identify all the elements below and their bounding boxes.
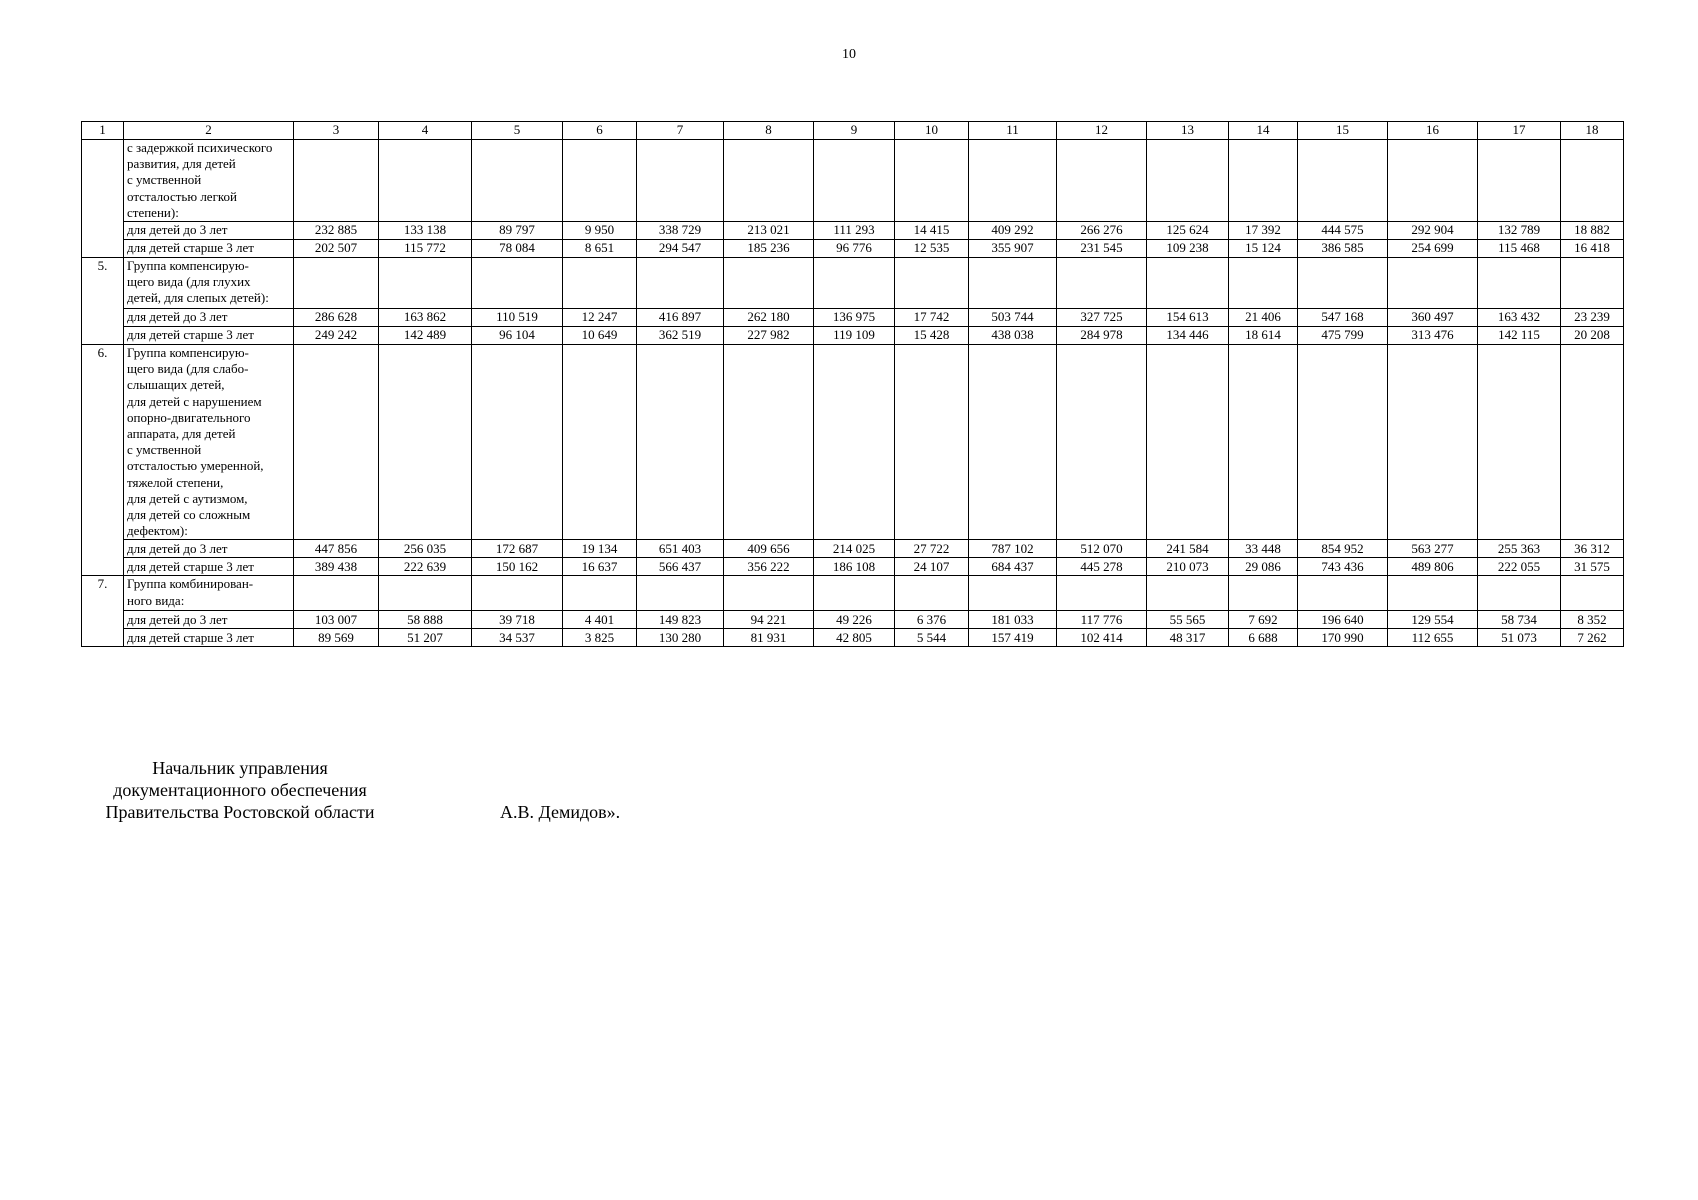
value-cell: 266 276 [1057, 222, 1147, 240]
value-cell: 447 856 [294, 540, 379, 558]
group-title-row [82, 140, 1624, 222]
value-cell: 286 628 [294, 309, 379, 327]
empty-cell [724, 258, 814, 309]
empty-cell [814, 576, 895, 611]
table-row [82, 222, 1624, 240]
value-cell: 489 806 [1388, 558, 1478, 576]
empty-cell [969, 576, 1057, 611]
empty-cell [724, 576, 814, 611]
empty-cell [563, 345, 637, 540]
empty-cell [1388, 345, 1478, 540]
value-cell: 409 292 [969, 222, 1057, 240]
empty-cell [1478, 258, 1561, 309]
value-cell: 232 885 [294, 222, 379, 240]
value-cell: 8 352 [1561, 611, 1624, 629]
value-cell: 51 073 [1478, 629, 1561, 647]
empty-cell [1147, 258, 1229, 309]
empty-cell [1057, 140, 1147, 222]
value-cell: 445 278 [1057, 558, 1147, 576]
empty-cell [724, 345, 814, 540]
column-header: 15 [1298, 122, 1388, 140]
value-cell: 49 226 [814, 611, 895, 629]
value-cell: 16 637 [563, 558, 637, 576]
value-cell: 651 403 [637, 540, 724, 558]
empty-cell [1478, 576, 1561, 611]
empty-cell [1388, 576, 1478, 611]
empty-cell [637, 345, 724, 540]
empty-cell [294, 345, 379, 540]
signature-title [86, 757, 394, 823]
empty-cell [1298, 258, 1388, 309]
empty-cell [294, 140, 379, 222]
group-title-row [82, 345, 1624, 540]
value-cell: 787 102 [969, 540, 1057, 558]
value-cell: 16 418 [1561, 240, 1624, 258]
value-cell: 103 007 [294, 611, 379, 629]
column-header: 10 [895, 122, 969, 140]
column-header: 9 [814, 122, 895, 140]
empty-cell [1147, 576, 1229, 611]
empty-cell [895, 258, 969, 309]
value-cell: 563 277 [1388, 540, 1478, 558]
empty-cell [379, 140, 472, 222]
value-cell: 115 468 [1478, 240, 1561, 258]
value-cell: 10 649 [563, 327, 637, 345]
value-cell: 48 317 [1147, 629, 1229, 647]
value-cell: 149 823 [637, 611, 724, 629]
value-cell: 5 544 [895, 629, 969, 647]
value-cell: 360 497 [1388, 309, 1478, 327]
column-header: 18 [1561, 122, 1624, 140]
value-cell: 58 888 [379, 611, 472, 629]
value-cell: 3 825 [563, 629, 637, 647]
value-cell: 17 392 [1229, 222, 1298, 240]
empty-cell [1561, 576, 1624, 611]
column-header: 7 [637, 122, 724, 140]
value-cell: 355 907 [969, 240, 1057, 258]
value-cell: 55 565 [1147, 611, 1229, 629]
empty-cell [563, 140, 637, 222]
header-row [82, 122, 1624, 140]
value-cell: 133 138 [379, 222, 472, 240]
signature-title-line: Правительства Ростовской области [105, 802, 375, 822]
empty-cell [294, 576, 379, 611]
value-cell: 96 776 [814, 240, 895, 258]
value-cell: 136 975 [814, 309, 895, 327]
value-cell: 142 115 [1478, 327, 1561, 345]
value-cell: 227 982 [724, 327, 814, 345]
table-row [82, 540, 1624, 558]
value-cell: 202 507 [294, 240, 379, 258]
value-cell: 7 262 [1561, 629, 1624, 647]
table-row [82, 240, 1624, 258]
value-cell: 362 519 [637, 327, 724, 345]
value-cell: 150 162 [472, 558, 563, 576]
value-cell: 566 437 [637, 558, 724, 576]
column-header: 13 [1147, 122, 1229, 140]
empty-cell [472, 345, 563, 540]
value-cell: 475 799 [1298, 327, 1388, 345]
value-cell: 27 722 [895, 540, 969, 558]
empty-cell [637, 258, 724, 309]
value-cell: 186 108 [814, 558, 895, 576]
value-cell: 438 038 [969, 327, 1057, 345]
empty-cell [294, 258, 379, 309]
value-cell: 18 614 [1229, 327, 1298, 345]
row-label: для детей старше 3 лет [124, 558, 294, 576]
column-header: 4 [379, 122, 472, 140]
value-cell: 20 208 [1561, 327, 1624, 345]
value-cell: 389 438 [294, 558, 379, 576]
empty-cell [472, 258, 563, 309]
value-cell: 125 624 [1147, 222, 1229, 240]
value-cell: 284 978 [1057, 327, 1147, 345]
value-cell: 163 432 [1478, 309, 1561, 327]
table-row [82, 629, 1624, 647]
row-label: для детей старше 3 лет [124, 629, 294, 647]
value-cell: 7 692 [1229, 611, 1298, 629]
value-cell: 15 428 [895, 327, 969, 345]
value-cell: 102 414 [1057, 629, 1147, 647]
value-cell: 129 554 [1388, 611, 1478, 629]
value-cell: 181 033 [969, 611, 1057, 629]
value-cell: 19 134 [563, 540, 637, 558]
signature-title-line: документационного обеспечения [113, 780, 367, 800]
value-cell: 262 180 [724, 309, 814, 327]
value-cell: 256 035 [379, 540, 472, 558]
empty-cell [969, 140, 1057, 222]
value-cell: 119 109 [814, 327, 895, 345]
value-cell: 39 718 [472, 611, 563, 629]
empty-cell [637, 576, 724, 611]
value-cell: 547 168 [1298, 309, 1388, 327]
empty-cell [563, 258, 637, 309]
value-cell: 249 242 [294, 327, 379, 345]
group-label: с задержкой психического развития, для детей с умственной отсталостью легкой степени): [124, 140, 294, 222]
empty-cell [379, 576, 472, 611]
value-cell: 503 744 [969, 309, 1057, 327]
value-cell: 213 021 [724, 222, 814, 240]
column-header: 6 [563, 122, 637, 140]
empty-cell [1298, 345, 1388, 540]
value-cell: 89 569 [294, 629, 379, 647]
value-cell: 23 239 [1561, 309, 1624, 327]
empty-cell [895, 140, 969, 222]
column-header: 16 [1388, 122, 1478, 140]
value-cell: 14 415 [895, 222, 969, 240]
group-title-row [82, 576, 1624, 611]
empty-cell [1147, 345, 1229, 540]
signature-title-line: Начальник управления [152, 758, 328, 778]
empty-cell [814, 258, 895, 309]
empty-cell [379, 258, 472, 309]
column-header: 3 [294, 122, 379, 140]
empty-cell [1298, 576, 1388, 611]
empty-cell [1478, 345, 1561, 540]
value-cell: 214 025 [814, 540, 895, 558]
value-cell: 254 699 [1388, 240, 1478, 258]
value-cell: 15 124 [1229, 240, 1298, 258]
empty-cell [1229, 576, 1298, 611]
column-header: 8 [724, 122, 814, 140]
value-cell: 386 585 [1298, 240, 1388, 258]
group-label: Группа компенсирую- щего вида (для глухих детей, для слепых детей): [124, 258, 294, 309]
value-cell: 94 221 [724, 611, 814, 629]
table-row [82, 327, 1624, 345]
empty-cell [1057, 345, 1147, 540]
signature-name: А.В. Демидов». [500, 802, 621, 822]
empty-cell [1229, 140, 1298, 222]
empty-cell [895, 576, 969, 611]
group-index: 6. [82, 345, 124, 576]
value-cell: 18 882 [1561, 222, 1624, 240]
group-title-row [82, 258, 1624, 309]
group-label: Группа компенсирую- щего вида (для слабо- слышащих детей, для детей с нарушением опорно-двигательного аппарата, для детей с умственной отсталостью умеренной, тяжелой степени, для детей с аутизмом, для детей со сложным дефектом): [124, 345, 294, 540]
empty-cell [1478, 140, 1561, 222]
value-cell: 96 104 [472, 327, 563, 345]
value-cell: 185 236 [724, 240, 814, 258]
value-cell: 292 904 [1388, 222, 1478, 240]
value-cell: 110 519 [472, 309, 563, 327]
empty-cell [563, 576, 637, 611]
table-row [82, 611, 1624, 629]
column-header: 2 [124, 122, 294, 140]
value-cell: 157 419 [969, 629, 1057, 647]
group-label: Группа комбинирован- ного вида: [124, 576, 294, 611]
value-cell: 170 990 [1298, 629, 1388, 647]
empty-cell [472, 140, 563, 222]
page-number: 10 [842, 47, 856, 62]
empty-cell [969, 258, 1057, 309]
empty-cell [1561, 140, 1624, 222]
value-cell: 78 084 [472, 240, 563, 258]
column-header: 12 [1057, 122, 1147, 140]
value-cell: 34 537 [472, 629, 563, 647]
column-header: 5 [472, 122, 563, 140]
row-label: для детей старше 3 лет [124, 240, 294, 258]
value-cell: 222 055 [1478, 558, 1561, 576]
value-cell: 109 238 [1147, 240, 1229, 258]
value-cell: 196 640 [1298, 611, 1388, 629]
value-cell: 356 222 [724, 558, 814, 576]
value-cell: 294 547 [637, 240, 724, 258]
value-cell: 130 280 [637, 629, 724, 647]
row-label: для детей до 3 лет [124, 309, 294, 327]
empty-cell [1057, 576, 1147, 611]
value-cell: 444 575 [1298, 222, 1388, 240]
value-cell: 9 950 [563, 222, 637, 240]
empty-cell [1298, 140, 1388, 222]
value-cell: 112 655 [1388, 629, 1478, 647]
value-cell: 409 656 [724, 540, 814, 558]
value-cell: 58 734 [1478, 611, 1561, 629]
value-cell: 117 776 [1057, 611, 1147, 629]
value-cell: 8 651 [563, 240, 637, 258]
value-cell: 89 797 [472, 222, 563, 240]
value-cell: 684 437 [969, 558, 1057, 576]
value-cell: 12 247 [563, 309, 637, 327]
value-cell: 142 489 [379, 327, 472, 345]
value-cell: 29 086 [1229, 558, 1298, 576]
value-cell: 132 789 [1478, 222, 1561, 240]
value-cell: 313 476 [1388, 327, 1478, 345]
value-cell: 255 363 [1478, 540, 1561, 558]
empty-cell [1561, 258, 1624, 309]
empty-cell [1229, 258, 1298, 309]
empty-cell [1388, 140, 1478, 222]
value-cell: 222 639 [379, 558, 472, 576]
group-index [82, 140, 124, 258]
column-header: 17 [1478, 122, 1561, 140]
empty-cell [814, 140, 895, 222]
value-cell: 21 406 [1229, 309, 1298, 327]
value-cell: 743 436 [1298, 558, 1388, 576]
empty-cell [472, 576, 563, 611]
table-row [82, 309, 1624, 327]
value-cell: 4 401 [563, 611, 637, 629]
value-cell: 17 742 [895, 309, 969, 327]
value-cell: 172 687 [472, 540, 563, 558]
row-label: для детей до 3 лет [124, 611, 294, 629]
column-header: 14 [1229, 122, 1298, 140]
empty-cell [1147, 140, 1229, 222]
value-cell: 231 545 [1057, 240, 1147, 258]
empty-cell [637, 140, 724, 222]
empty-cell [1229, 345, 1298, 540]
empty-cell [814, 345, 895, 540]
value-cell: 81 931 [724, 629, 814, 647]
value-cell: 115 772 [379, 240, 472, 258]
value-cell: 111 293 [814, 222, 895, 240]
value-cell: 210 073 [1147, 558, 1229, 576]
group-index: 5. [82, 258, 124, 345]
value-cell: 6 376 [895, 611, 969, 629]
empty-cell [1561, 345, 1624, 540]
value-cell: 416 897 [637, 309, 724, 327]
empty-cell [969, 345, 1057, 540]
row-label: для детей старше 3 лет [124, 327, 294, 345]
row-label: для детей до 3 лет [124, 222, 294, 240]
value-cell: 134 446 [1147, 327, 1229, 345]
column-header: 11 [969, 122, 1057, 140]
value-cell: 12 535 [895, 240, 969, 258]
value-cell: 24 107 [895, 558, 969, 576]
empty-cell [895, 345, 969, 540]
value-cell: 854 952 [1298, 540, 1388, 558]
group-index: 7. [82, 576, 124, 647]
table-row [82, 558, 1624, 576]
value-cell: 33 448 [1229, 540, 1298, 558]
empty-cell [1388, 258, 1478, 309]
data-table [81, 121, 1624, 647]
value-cell: 338 729 [637, 222, 724, 240]
value-cell: 327 725 [1057, 309, 1147, 327]
column-header: 1 [82, 122, 124, 140]
empty-cell [379, 345, 472, 540]
value-cell: 51 207 [379, 629, 472, 647]
value-cell: 154 613 [1147, 309, 1229, 327]
empty-cell [1057, 258, 1147, 309]
value-cell: 36 312 [1561, 540, 1624, 558]
value-cell: 163 862 [379, 309, 472, 327]
value-cell: 512 070 [1057, 540, 1147, 558]
value-cell: 42 805 [814, 629, 895, 647]
empty-cell [724, 140, 814, 222]
value-cell: 6 688 [1229, 629, 1298, 647]
value-cell: 31 575 [1561, 558, 1624, 576]
row-label: для детей до 3 лет [124, 540, 294, 558]
value-cell: 241 584 [1147, 540, 1229, 558]
